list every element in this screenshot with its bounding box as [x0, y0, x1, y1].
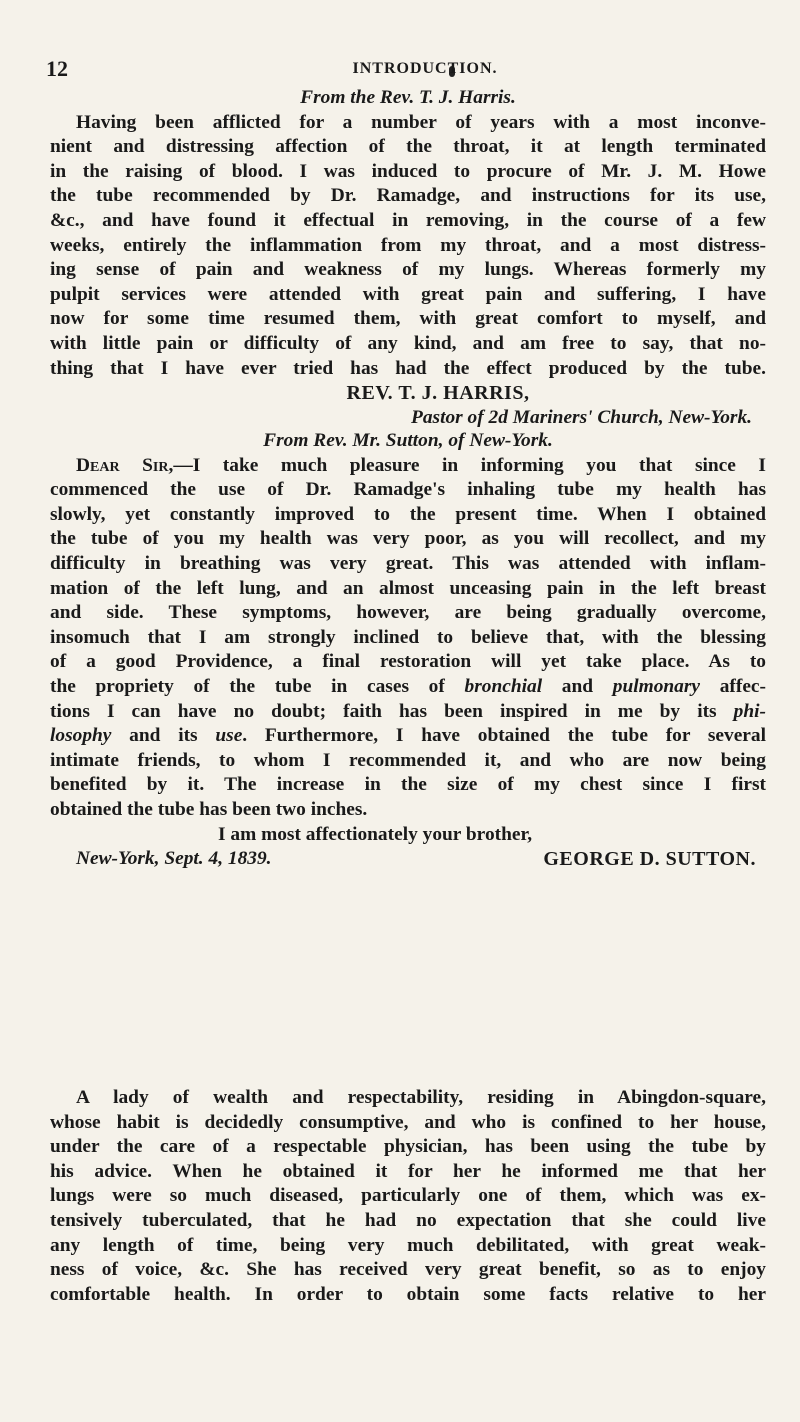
text-line: the tube of you my health was very poor, as you will recollect, and my — [50, 528, 766, 550]
signer-name: GEORGE D. SUTTON. — [543, 848, 756, 871]
letter-heading: From the Rev. T. J. Harris. — [300, 87, 516, 108]
text-line: comfortable health. In order to obtain some facts relative to her — [50, 1283, 766, 1305]
text-line: his advice. When he obtained it for her he informed me that her — [50, 1160, 766, 1182]
letter-sutton — [50, 429, 766, 872]
page-number: 12 — [46, 56, 68, 81]
signature-title: Pastor of 2d Mariners' Church, New-York. — [410, 406, 752, 428]
text-line: whose habit is decidedly consumptive, and who is confined to her house, — [50, 1111, 766, 1133]
text-line: now for some time resumed them, with great comfort to myself, and — [50, 308, 766, 330]
text-line: difficulty in breathing was very great. This was attended with inflam- — [50, 552, 766, 574]
text-line: tensively tuberculated, that he had no expectation that she could live — [50, 1209, 766, 1231]
text-line: Dear Sir,—I take much pleasure in informing you that since I — [76, 454, 766, 476]
text-line: under the care of a respectable physician, has been using the tube by — [50, 1136, 766, 1158]
text-line: and side. These symptoms, however, are being gradually overcome, — [50, 602, 766, 624]
signature-row — [50, 847, 766, 872]
text-line: nient and distressing affection of the throat, it at length terminated — [50, 136, 766, 158]
closing-line: I am most affectionately your brother, — [218, 823, 533, 845]
letter-harris — [50, 86, 766, 430]
text-line: ing sense of pain and weakness of my lungs. Whereas formerly my — [50, 259, 766, 281]
paragraph-abingdon-lady — [50, 1086, 766, 1307]
running-title: INTRODUCTION. — [352, 60, 498, 77]
text-line: slowly, yet constantly improved to the present time. When I obtained — [50, 503, 766, 525]
text-line: losophy and its use. Furthermore, I have obtained the tube for several — [50, 725, 766, 747]
text-line: benefited by it. The increase in the size of my chest since I first — [50, 774, 766, 796]
text-line: weeks, entirely the inflammation from my throat, and a most distress- — [50, 234, 766, 256]
text-line: lungs were so much diseased, particularly one of them, which was ex- — [50, 1185, 766, 1207]
text-line: A lady of wealth and respectability, residing in Abingdon-square, — [76, 1087, 766, 1108]
signature-name: REV. T. J. HARRIS, — [346, 382, 530, 405]
text-line: of a good Providence, a final restoration will yet take place. As to — [50, 651, 766, 673]
text-line: tions I can have no doubt; faith has been inspired in me by its phi- — [50, 700, 766, 722]
text-line: insomuch that I am strongly inclined to believe that, with the blessing — [50, 626, 766, 648]
text-line: thing that I have ever tried has had the effect produced by the tube. — [50, 357, 766, 379]
text-line: ness of voice, &c. She has received very great benefit, so as to enjoy — [50, 1259, 766, 1281]
text-line: mation of the left lung, and an almost unceasing pain in the left breast — [50, 577, 766, 599]
text-line: with little pain or difficulty of any kind, and am free to say, that no- — [50, 332, 766, 354]
salutation: Dear Sir, — [76, 454, 174, 476]
text-line: &c., and have found it effectual in removing, in the course of a few — [50, 209, 766, 231]
text-line: the tube recommended by Dr. Ramadge, and instructions for its use, — [50, 185, 766, 207]
text-line: the propriety of the tube in cases of bronchial and pulmonary affec- — [50, 675, 766, 697]
running-head — [46, 56, 764, 82]
text-line: Having been afflicted for a number of years with a most inconve- — [76, 111, 766, 133]
place-date: New-York, Sept. 4, 1839. — [76, 848, 272, 870]
text-line: obtained the tube has been two inches. — [50, 798, 368, 820]
text-line: commenced the use of Dr. Ramadge's inhaling tube my health has — [50, 479, 766, 501]
text-line: any length of time, being very much debilitated, with great weak- — [50, 1234, 766, 1256]
letter-heading: From Rev. Mr. Sutton, of New-York. — [263, 430, 553, 451]
text-line: in the raising of blood. I was induced to procure of Mr. J. M. Howe — [50, 160, 766, 182]
text-line: pulpit services were attended with great pain and suffering, I have — [50, 283, 766, 305]
text-line: intimate friends, to whom I recommended it, and who are now being — [50, 749, 766, 771]
